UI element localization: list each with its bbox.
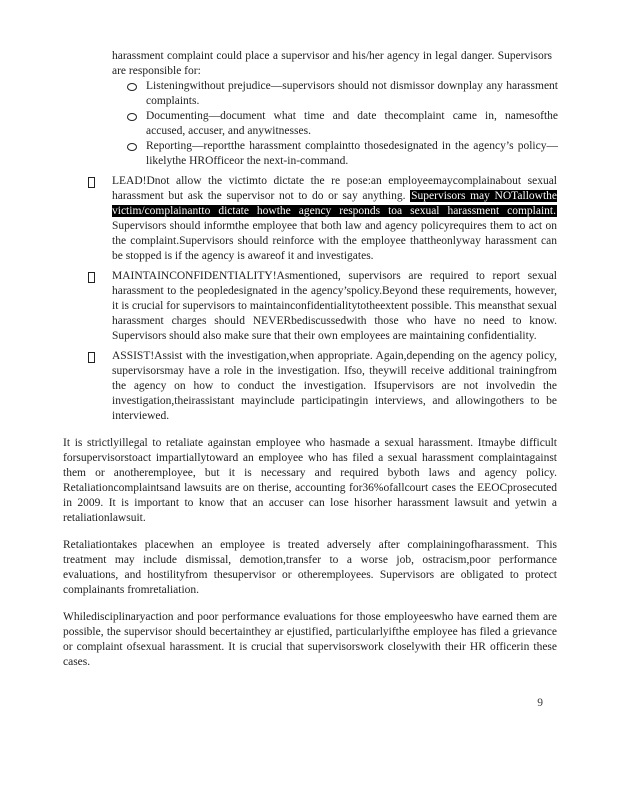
body-paragraph: It is strictlyillegal to retaliate againstan employee who hasmade a sexual harassment. Itmaybe difficult forsupervisorstoact impartiallytoward an employee who has filed a sexual harassment complaintagainst them or anotheremployee, but it is necessary and required byboth laws and agency policy. Retaliationcomplaintsand lawsuits are on therise, accounting for36%ofallcourt cases the EEOCprosecuted in 2009. It is important to know that an accuser can lose hisorher harassment lawsuit and yetwin a retaliationlawsuit. [63,437,557,524]
list-item [63,109,558,139]
document-content [63,49,557,711]
body-paragraphs [63,436,557,670]
circle-bullet-icon [127,113,137,121]
list-item-text: Documenting—document what time and date thecomplaint came in, namesofthe accused, accuser, and anywitnesses. [146,110,558,137]
list-item-text: Reporting—reportthe harassment complaintto thosedesignated in the agency’s policy—likelythe HROfficeor the next-in-command. [146,140,558,167]
list-item-text: LEAD!Dnot allow the victimto dictate the re pose:an employeemaycomplainabout sexual harassment but ask the supervisor not to do or say anything. [112,175,557,202]
list-item-text: Supervisors should informthe employee that both law and agency policyrequires them to act on the complaint.Supervisors should reinforce with the employee thattheonlyway harassment can be stopped is if the agency is awareof it and investigates. [112,220,557,262]
list-item [63,79,558,109]
list-item-text: Listeningwithout prejudice—supervisors should not dismissor downplay any harassment complaints. [146,80,558,107]
intro-paragraph: harassment complaint could place a supervisor and his/her agency in legal danger. Supervisors are responsible for: [112,50,552,77]
circle-bullet-icon [127,83,137,91]
body-paragraph: Retaliationtakes placewhen an employee is treated adversely after complainingofharassment. This treatment may include dismissal, demotion,transfer to a worse job, ostracism,poor performance evaluations, and hostilityfrom thesupervisor or otheremployees. Supervisors are obligated to protect complainants fromretaliation. [63,539,557,596]
circle-bullet-icon [127,143,137,151]
main-bullet-list [63,174,557,424]
list-item-text: MAINTAINCONFIDENTIALITY!Asmentioned, supervisors are required to report sexual harassment to the peopledesignated in the agency’spolicy.Beyond these requirements, however, it is crucial for supervisors to maintainconfidentialitytotheextent possible. This meansthat sexual harassment charges should NEVERbediscussedwith those who have no need to know. Supervisors should also make sure that their own employees are maintaining confidentiality. [112,270,557,342]
body-paragraph: Whiledisciplinaryaction and poor performance evaluations for those employeeswho have earned them are possible, the supervisor should becertainthey ar ejustified, particularlyifthe employee has filed a grievance or complaint ofsexual harassment. It is crucial that supervisorswork closelywith their HR officerin these cases. [63,611,557,668]
list-item [63,139,558,169]
square-bullet-icon [88,352,95,363]
highlighted-text: Supervisors may NOTallowthe victim/complainantto dictate howthe agency responds toa sexual harassment complaint. [112,190,557,217]
list-item-text: ASSIST!Assist with the investigation,when appropriate. Again,depending on the agency policy, supervisorsmay have a role in the investigation. Ifso, theywill receive additional trainingfrom the agency on how to conduct the investigation. Ifsupervisors are not involvedin the investigation,theirassistant mayinclude participatingin interviews, and allowingothers to be interviewed. [112,350,557,422]
sub-bullet-list [63,79,557,169]
square-bullet-icon [88,272,95,283]
page-number: 9 [537,697,543,709]
list-item [63,349,557,424]
square-bullet-icon [88,177,95,188]
list-item [63,174,557,264]
list-item [63,269,557,344]
